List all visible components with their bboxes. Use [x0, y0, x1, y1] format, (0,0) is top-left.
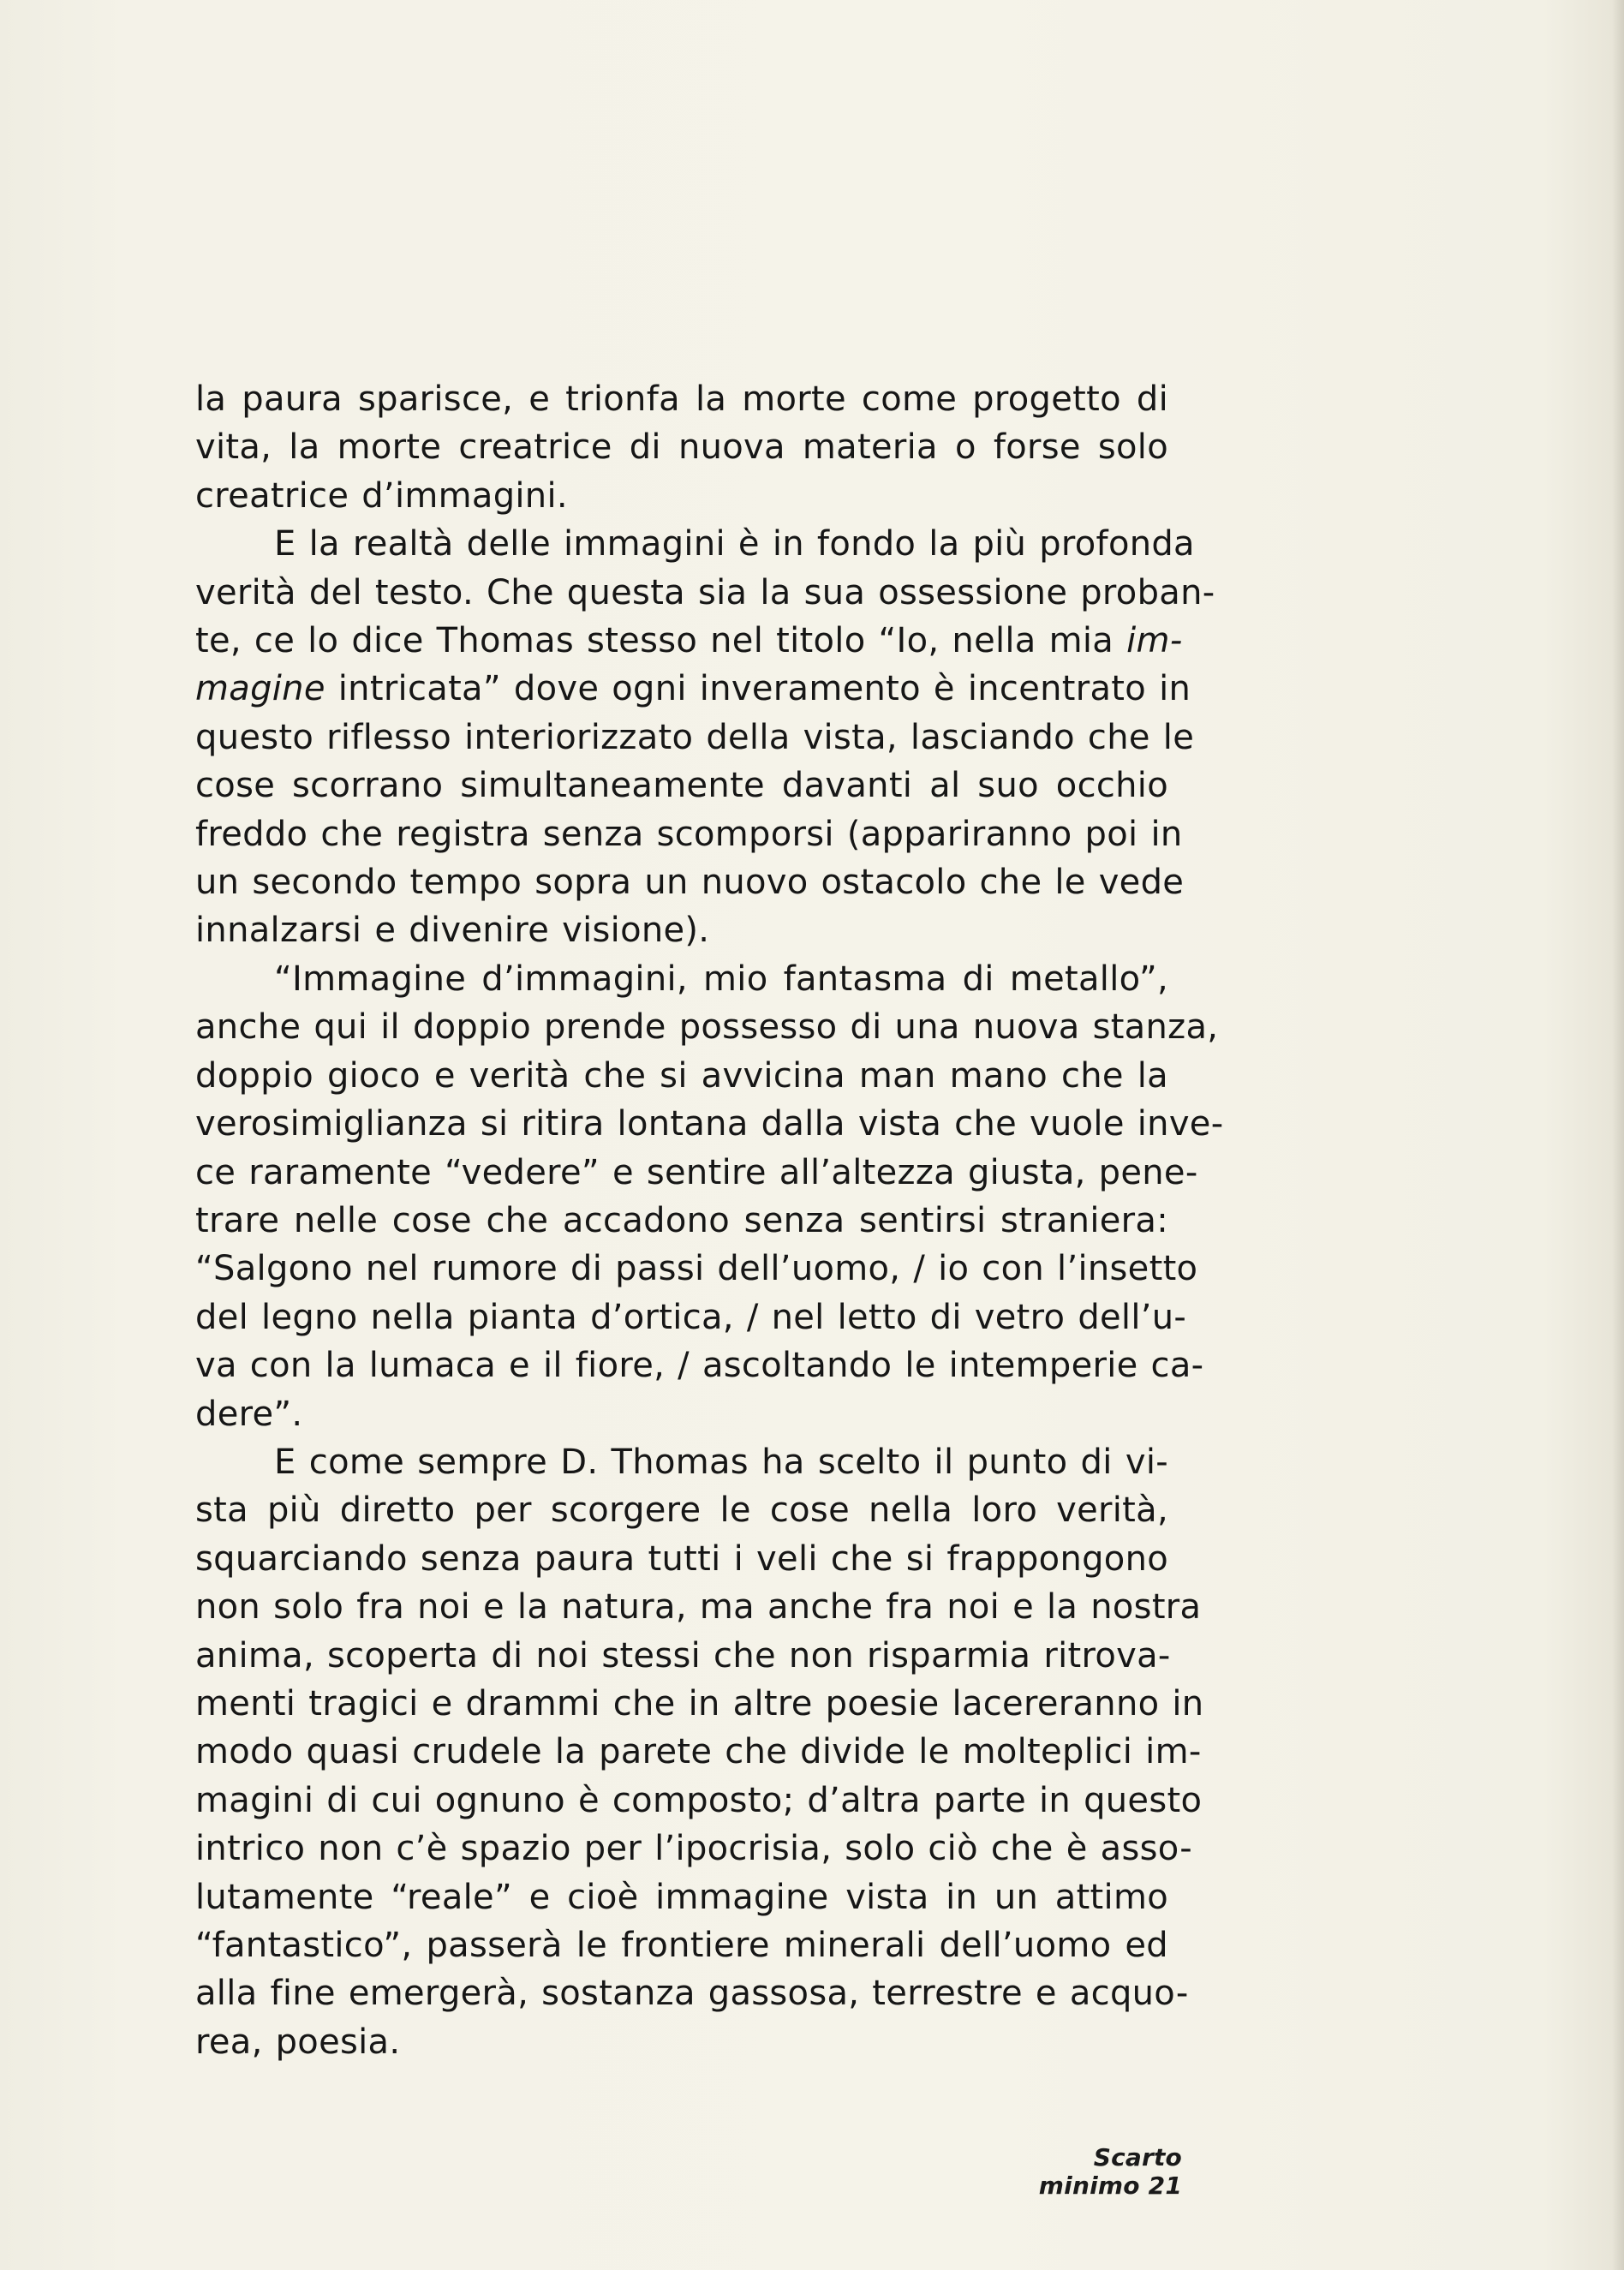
text-line: verità del testo. Che questa sia la sua ossessione proban- [195, 572, 1215, 612]
text-line: non solo fra noi e la natura, ma anche fra noi e la nostra [195, 1587, 1202, 1628]
body-text [195, 375, 1224, 2066]
text-line: sta più diretto per scorgere le cose nella loro verità, [195, 1490, 1168, 1531]
text-line: anche qui il doppio prende possesso di una nuova stanza, [195, 1007, 1219, 1048]
text-line: te, ce lo dice Thomas stesso nel titolo “Io, nella mia im- [195, 621, 1183, 661]
text-line: doppio gioco e verità che si avvicina man mano che la [195, 1055, 1168, 1096]
text-line: magine intricata” dove ogni inveramento è incentrato in [195, 669, 1191, 709]
paragraph-3 [195, 955, 1224, 1438]
paragraph-4 [195, 1438, 1204, 2066]
paragraph-2 [195, 520, 1215, 955]
text-line: E la realtà delle immagini è in fondo la più profonda [274, 524, 1195, 565]
text-line: la paura sparisce, e trionfa la morte come progetto di [195, 379, 1168, 419]
text-line: lutamente “reale” e cioè immagine vista in un attimo [195, 1877, 1168, 1917]
text-line: rea, poesia. [195, 2022, 401, 2062]
text-line: innalzarsi e divenire visione). [195, 911, 710, 951]
text-line: “Salgono nel rumore di passi dell’uomo, / io con l’insetto [195, 1249, 1198, 1289]
text-line: “Immagine d’immagini, mio fantasma di metallo”, [274, 959, 1168, 999]
text-line: dere”. [195, 1394, 303, 1434]
text-line: un secondo tempo sopra un nuovo ostacolo che le vede [195, 863, 1185, 903]
text-line: anima, scoperta di noi stessi che non risparmia ritrova- [195, 1635, 1171, 1676]
text-line: squarciando senza paura tutti i veli che si frappongono [195, 1538, 1168, 1579]
text-line: trare nelle cose che accadono senza sentirsi straniera: [195, 1200, 1168, 1240]
text-line: menti tragici e drammi che in altre poesie lacereranno in [195, 1683, 1204, 1723]
page-edge-shadow [1612, 0, 1624, 2270]
text-line: alla fine emergerà, sostanza gassosa, terrestre e acquo- [195, 1974, 1189, 2014]
text-line: “fantastico”, passerà le frontiere minerali dell’uomo ed [195, 1926, 1168, 1965]
text-line: modo quasi crudele la parete che divide le molteplici im- [195, 1732, 1202, 1772]
text-line: intrico non c’è spazio per l’ipocrisia, solo ciò che è asso- [195, 1829, 1192, 1869]
running-footer: Scarto minimo 21 [1038, 2143, 1182, 2200]
text-line: questo riflesso interiorizzato della vista, lasciando che le [195, 717, 1195, 757]
text-line: verosimiglianza si ritira lontana dalla vista che vuole inve- [195, 1104, 1224, 1144]
text-line: vita, la morte creatrice di nuova materia o forse solo [195, 427, 1168, 468]
text-line: del legno nella pianta d’ortica, / nel letto di vetro dell’u- [195, 1297, 1187, 1337]
text-line: va con la lumaca e il fiore, / ascoltando le intemperie ca- [195, 1346, 1204, 1386]
text-line: cose scorrano simultaneamente davanti al suo occhio [195, 766, 1168, 806]
text-line: ce raramente “vedere” e sentire all’altezza giusta, pene- [195, 1152, 1198, 1192]
text-line: freddo che registra senza scomporsi (appariranno poi in [195, 814, 1183, 854]
paragraph-1 [195, 375, 1168, 520]
text-line: E come sempre D. Thomas ha scelto il punto di vi- [274, 1442, 1168, 1482]
text-line: magini di cui ognuno è composto; d’altra parte in questo [195, 1780, 1203, 1820]
text-line: creatrice d’immagini. [195, 475, 568, 516]
